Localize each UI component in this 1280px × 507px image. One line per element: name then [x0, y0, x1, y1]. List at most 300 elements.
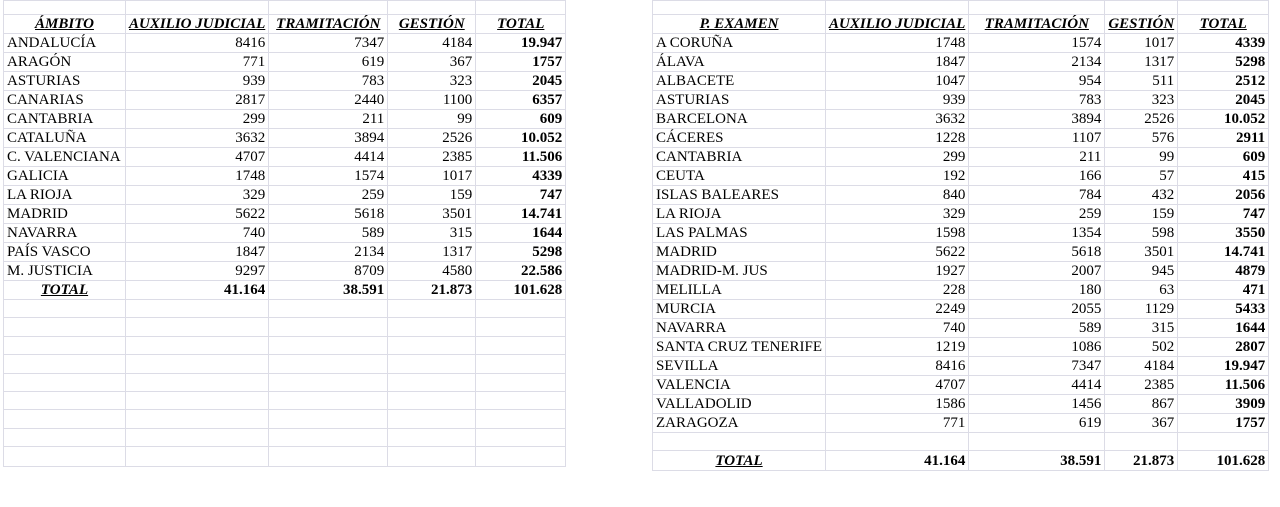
value-cell[interactable]: 1017 [1105, 34, 1178, 53]
total-row [4, 281, 566, 300]
column-header[interactable]: GESTIÓN [388, 15, 476, 34]
value-cell[interactable]: 3501 [1105, 243, 1178, 262]
header-row [653, 15, 1269, 34]
table-row [4, 428, 566, 446]
row-label-cell[interactable]: ISLAS BALEARES [653, 186, 826, 205]
table-row [653, 357, 1269, 376]
value-cell[interactable]: 415 [1178, 167, 1269, 186]
empty-cell[interactable] [269, 1, 388, 15]
column-header[interactable]: TRAMITACIÓN [969, 15, 1105, 34]
table-row [4, 318, 566, 336]
table-p-examen [652, 0, 1269, 471]
table-row [4, 336, 566, 354]
row-label-cell[interactable]: NAVARRA [4, 224, 126, 243]
row-label-cell[interactable]: CANTABRIA [4, 110, 126, 129]
value-cell[interactable]: 2385 [1105, 376, 1178, 395]
value-cell[interactable]: 1456 [969, 395, 1105, 414]
value-cell[interactable]: 747 [476, 186, 566, 205]
total-row [653, 451, 1269, 471]
value-cell[interactable]: 840 [826, 186, 969, 205]
value-cell[interactable]: 740 [126, 224, 269, 243]
empty-cell[interactable] [126, 336, 269, 354]
table-row [653, 34, 1269, 53]
row-label-cell[interactable]: CANTABRIA [653, 148, 826, 167]
total-label[interactable]: TOTAL [653, 451, 826, 471]
row-label-cell[interactable]: VALENCIA [653, 376, 826, 395]
table-row [653, 281, 1269, 300]
value-cell[interactable]: 192 [826, 167, 969, 186]
column-header[interactable]: AUXILIO JUDICIAL [126, 15, 269, 34]
row-label-cell[interactable]: C. VALENCIANA [4, 148, 126, 167]
value-cell[interactable]: 3909 [1178, 395, 1269, 414]
value-cell[interactable]: 2134 [269, 243, 388, 262]
value-cell[interactable]: 7347 [269, 34, 388, 53]
row-label-cell[interactable]: SEVILLA [653, 357, 826, 376]
header-row [4, 15, 566, 34]
value-cell[interactable]: 771 [126, 53, 269, 72]
value-cell[interactable]: 5622 [826, 243, 969, 262]
value-cell[interactable]: 1219 [826, 338, 969, 357]
value-cell[interactable]: 367 [1105, 414, 1178, 433]
value-cell[interactable]: 180 [969, 281, 1105, 300]
empty-cell[interactable] [476, 1, 566, 15]
value-cell[interactable]: 323 [388, 72, 476, 91]
table-row [4, 262, 566, 281]
empty-cell[interactable] [4, 447, 126, 467]
row-label-cell[interactable]: MELILLA [653, 281, 826, 300]
table-row [653, 110, 1269, 129]
empty-cell[interactable] [126, 1, 269, 15]
value-cell[interactable]: 11.506 [1178, 376, 1269, 395]
value-cell[interactable]: 784 [969, 186, 1105, 205]
total-value[interactable]: 41.164 [826, 451, 969, 471]
value-cell[interactable]: 2007 [969, 262, 1105, 281]
value-cell[interactable]: 19.947 [476, 34, 566, 53]
value-cell[interactable]: 589 [969, 319, 1105, 338]
empty-cell[interactable] [388, 373, 476, 391]
empty-cell[interactable] [1178, 433, 1269, 451]
table-row [4, 167, 566, 186]
empty-cell[interactable] [826, 1, 969, 15]
value-cell[interactable]: 2807 [1178, 338, 1269, 357]
value-cell[interactable]: 4184 [388, 34, 476, 53]
table-row [653, 338, 1269, 357]
empty-cell[interactable] [1105, 433, 1178, 451]
empty-cell[interactable] [126, 391, 269, 409]
table-ambito [3, 0, 566, 467]
row-label-cell[interactable]: CATALUÑA [4, 129, 126, 148]
value-cell[interactable]: 1100 [388, 91, 476, 110]
value-cell[interactable]: 315 [388, 224, 476, 243]
value-cell[interactable]: 3894 [269, 129, 388, 148]
row-label-cell[interactable]: LAS PALMAS [653, 224, 826, 243]
value-cell[interactable]: 945 [1105, 262, 1178, 281]
row-label-cell[interactable]: ZARAGOZA [653, 414, 826, 433]
value-cell[interactable]: 1317 [388, 243, 476, 262]
value-cell[interactable]: 7347 [969, 357, 1105, 376]
table-row [4, 34, 566, 53]
value-cell[interactable]: 211 [969, 148, 1105, 167]
empty-cell[interactable] [4, 391, 126, 409]
value-cell[interactable]: 159 [1105, 205, 1178, 224]
table-row [653, 433, 1269, 451]
total-value[interactable]: 38.591 [269, 281, 388, 300]
empty-cell[interactable] [269, 300, 388, 318]
empty-cell[interactable] [4, 318, 126, 336]
empty-cell[interactable] [1105, 1, 1178, 15]
table-row [4, 447, 566, 467]
empty-cell[interactable] [476, 428, 566, 446]
empty-cell[interactable] [476, 336, 566, 354]
total-value[interactable]: 101.628 [1178, 451, 1269, 471]
table-row [653, 91, 1269, 110]
row-label-cell[interactable]: NAVARRA [653, 319, 826, 338]
value-cell[interactable]: 939 [126, 72, 269, 91]
value-cell[interactable]: 14.741 [476, 205, 566, 224]
empty-cell[interactable] [269, 447, 388, 467]
empty-cell[interactable] [653, 1, 826, 15]
value-cell[interactable]: 8416 [126, 34, 269, 53]
table-row [4, 148, 566, 167]
table-row [653, 53, 1269, 72]
value-cell[interactable]: 1574 [269, 167, 388, 186]
total-value[interactable]: 101.628 [476, 281, 566, 300]
empty-cell[interactable] [126, 318, 269, 336]
value-cell[interactable]: 99 [1105, 148, 1178, 167]
value-cell[interactable]: 315 [1105, 319, 1178, 338]
value-cell[interactable]: 4580 [388, 262, 476, 281]
empty-cell[interactable] [476, 410, 566, 428]
table-row [653, 319, 1269, 338]
value-cell[interactable]: 2526 [1105, 110, 1178, 129]
empty-cell[interactable] [969, 433, 1105, 451]
empty-cell[interactable] [476, 373, 566, 391]
empty-cell[interactable] [476, 355, 566, 373]
row-label-cell[interactable]: MURCIA [653, 300, 826, 319]
empty-cell[interactable] [269, 318, 388, 336]
value-cell[interactable]: 783 [969, 91, 1105, 110]
value-cell[interactable]: 2911 [1178, 129, 1269, 148]
table-row [653, 167, 1269, 186]
table-row [653, 262, 1269, 281]
empty-cell[interactable] [388, 336, 476, 354]
value-cell[interactable]: 5433 [1178, 300, 1269, 319]
value-cell[interactable]: 471 [1178, 281, 1269, 300]
row-label-cell[interactable]: M. JUSTICIA [4, 262, 126, 281]
empty-cell[interactable] [388, 1, 476, 15]
value-cell[interactable]: 783 [269, 72, 388, 91]
column-header[interactable]: TRAMITACIÓN [269, 15, 388, 34]
empty-cell[interactable] [476, 391, 566, 409]
value-cell[interactable]: 11.506 [476, 148, 566, 167]
empty-cell[interactable] [476, 300, 566, 318]
value-cell[interactable]: 329 [826, 205, 969, 224]
value-cell[interactable]: 1644 [476, 224, 566, 243]
value-cell[interactable]: 1847 [826, 53, 969, 72]
table-row [653, 148, 1269, 167]
value-cell[interactable]: 1847 [126, 243, 269, 262]
empty-cell[interactable] [269, 355, 388, 373]
empty-cell[interactable] [388, 447, 476, 467]
empty-cell[interactable] [476, 318, 566, 336]
row-label-cell[interactable]: LA RIOJA [653, 205, 826, 224]
value-cell[interactable]: 1757 [476, 53, 566, 72]
empty-cell[interactable] [269, 391, 388, 409]
row-label-cell[interactable]: CANARIAS [4, 91, 126, 110]
value-cell[interactable]: 3632 [126, 129, 269, 148]
value-cell[interactable]: 3632 [826, 110, 969, 129]
table-row [653, 376, 1269, 395]
value-cell[interactable]: 1047 [826, 72, 969, 91]
value-cell[interactable]: 954 [969, 72, 1105, 91]
empty-cell[interactable] [4, 373, 126, 391]
value-cell[interactable]: 3894 [969, 110, 1105, 129]
value-cell[interactable]: 2385 [388, 148, 476, 167]
value-cell[interactable]: 1644 [1178, 319, 1269, 338]
value-cell[interactable]: 2045 [476, 72, 566, 91]
value-cell[interactable]: 159 [388, 186, 476, 205]
table-row [4, 391, 566, 409]
total-label[interactable]: TOTAL [4, 281, 126, 300]
empty-cell[interactable] [269, 410, 388, 428]
row-label-cell[interactable]: ASTURIAS [653, 91, 826, 110]
value-cell[interactable]: 329 [126, 186, 269, 205]
value-cell[interactable]: 2249 [826, 300, 969, 319]
value-cell[interactable]: 609 [476, 110, 566, 129]
empty-cell[interactable] [126, 300, 269, 318]
value-cell[interactable]: 1354 [969, 224, 1105, 243]
row-label-cell[interactable]: BARCELONA [653, 110, 826, 129]
row-label-cell[interactable]: A CORUÑA [653, 34, 826, 53]
value-cell[interactable]: 6357 [476, 91, 566, 110]
value-cell[interactable]: 3501 [388, 205, 476, 224]
value-cell[interactable]: 228 [826, 281, 969, 300]
value-cell[interactable]: 1228 [826, 129, 969, 148]
empty-cell[interactable] [388, 300, 476, 318]
value-cell[interactable]: 299 [826, 148, 969, 167]
table-row [4, 205, 566, 224]
empty-cell[interactable] [388, 391, 476, 409]
column-header[interactable]: ÁMBITO [4, 15, 126, 34]
value-cell[interactable]: 2526 [388, 129, 476, 148]
value-cell[interactable]: 63 [1105, 281, 1178, 300]
value-cell[interactable]: 502 [1105, 338, 1178, 357]
row-label-cell[interactable]: VALLADOLID [653, 395, 826, 414]
value-cell[interactable]: 8416 [826, 357, 969, 376]
row-label-cell[interactable]: ARAGÓN [4, 53, 126, 72]
table-row [653, 186, 1269, 205]
table-row [4, 91, 566, 110]
value-cell[interactable]: 5618 [269, 205, 388, 224]
table-row [653, 72, 1269, 91]
value-cell[interactable]: 1317 [1105, 53, 1178, 72]
table-row [4, 373, 566, 391]
value-cell[interactable]: 4339 [476, 167, 566, 186]
value-cell[interactable]: 1757 [1178, 414, 1269, 433]
empty-cell[interactable] [126, 373, 269, 391]
value-cell[interactable]: 99 [388, 110, 476, 129]
empty-cell[interactable] [388, 355, 476, 373]
row-label-cell[interactable]: LA RIOJA [4, 186, 126, 205]
value-cell[interactable]: 1598 [826, 224, 969, 243]
value-cell[interactable]: 19.947 [1178, 357, 1269, 376]
value-cell[interactable]: 2440 [269, 91, 388, 110]
value-cell[interactable]: 4707 [126, 148, 269, 167]
column-header[interactable]: TOTAL [476, 15, 566, 34]
value-cell[interactable]: 598 [1105, 224, 1178, 243]
total-value[interactable]: 41.164 [126, 281, 269, 300]
value-cell[interactable]: 1748 [826, 34, 969, 53]
value-cell[interactable]: 10.052 [476, 129, 566, 148]
empty-cell[interactable] [269, 428, 388, 446]
value-cell[interactable]: 8709 [269, 262, 388, 281]
table-row [4, 53, 566, 72]
value-cell[interactable]: 5622 [126, 205, 269, 224]
value-cell[interactable]: 4184 [1105, 357, 1178, 376]
empty-cell[interactable] [126, 428, 269, 446]
empty-cell[interactable] [126, 410, 269, 428]
value-cell[interactable]: 432 [1105, 186, 1178, 205]
total-value[interactable]: 21.873 [1105, 451, 1178, 471]
value-cell[interactable]: 5618 [969, 243, 1105, 262]
empty-cell[interactable] [388, 318, 476, 336]
empty-cell[interactable] [388, 428, 476, 446]
table-row [4, 110, 566, 129]
row-label-cell[interactable]: CÁCERES [653, 129, 826, 148]
value-cell[interactable]: 589 [269, 224, 388, 243]
empty-cell[interactable] [4, 355, 126, 373]
value-cell[interactable]: 299 [126, 110, 269, 129]
value-cell[interactable]: 4414 [269, 148, 388, 167]
empty-cell[interactable] [653, 433, 826, 451]
value-cell[interactable]: 1086 [969, 338, 1105, 357]
empty-cell[interactable] [126, 447, 269, 467]
row-label-cell[interactable]: SANTA CRUZ TENERIFE [653, 338, 826, 357]
value-cell[interactable]: 5298 [476, 243, 566, 262]
empty-cell[interactable] [826, 433, 969, 451]
empty-cell[interactable] [4, 428, 126, 446]
value-cell[interactable]: 22.586 [476, 262, 566, 281]
table-row [4, 72, 566, 91]
value-cell[interactable]: 1107 [969, 129, 1105, 148]
row-label-cell[interactable]: ASTURIAS [4, 72, 126, 91]
empty-cell[interactable] [126, 355, 269, 373]
table-row [4, 129, 566, 148]
value-cell[interactable]: 1574 [969, 34, 1105, 53]
value-cell[interactable]: 10.052 [1178, 110, 1269, 129]
total-value[interactable]: 21.873 [388, 281, 476, 300]
value-cell[interactable]: 2045 [1178, 91, 1269, 110]
empty-cell[interactable] [4, 336, 126, 354]
table-row [653, 205, 1269, 224]
row-label-cell[interactable]: ÁLAVA [653, 53, 826, 72]
row-label-cell[interactable]: ALBACETE [653, 72, 826, 91]
table-row [4, 355, 566, 373]
empty-cell[interactable] [269, 373, 388, 391]
row-label-cell[interactable]: PAÍS VASCO [4, 243, 126, 262]
value-cell[interactable]: 1017 [388, 167, 476, 186]
row-label-cell[interactable]: MADRID [4, 205, 126, 224]
value-cell[interactable]: 4879 [1178, 262, 1269, 281]
table-row [653, 1, 1269, 15]
row-label-cell[interactable]: MADRID-M. JUS [653, 262, 826, 281]
value-cell[interactable]: 771 [826, 414, 969, 433]
table-row [653, 395, 1269, 414]
table-row [653, 129, 1269, 148]
table-row [4, 410, 566, 428]
empty-cell[interactable] [969, 1, 1105, 15]
value-cell[interactable]: 4707 [826, 376, 969, 395]
empty-cell[interactable] [476, 447, 566, 467]
empty-cell[interactable] [4, 410, 126, 428]
value-cell[interactable]: 740 [826, 319, 969, 338]
value-cell[interactable]: 14.741 [1178, 243, 1269, 262]
table-row [653, 243, 1269, 262]
value-cell[interactable]: 9297 [126, 262, 269, 281]
value-cell[interactable]: 166 [969, 167, 1105, 186]
value-cell[interactable]: 2134 [969, 53, 1105, 72]
value-cell[interactable]: 619 [269, 53, 388, 72]
value-cell[interactable]: 323 [1105, 91, 1178, 110]
value-cell[interactable]: 367 [388, 53, 476, 72]
table-row [653, 414, 1269, 433]
empty-cell[interactable] [388, 410, 476, 428]
value-cell[interactable]: 4339 [1178, 34, 1269, 53]
value-cell[interactable]: 511 [1105, 72, 1178, 91]
row-label-cell[interactable]: GALICIA [4, 167, 126, 186]
value-cell[interactable]: 2512 [1178, 72, 1269, 91]
column-header[interactable]: TOTAL [1178, 15, 1269, 34]
value-cell[interactable]: 259 [269, 186, 388, 205]
row-label-cell[interactable]: MADRID [653, 243, 826, 262]
table-row [653, 300, 1269, 319]
value-cell[interactable]: 609 [1178, 148, 1269, 167]
empty-cell[interactable] [4, 300, 126, 318]
value-cell[interactable]: 5298 [1178, 53, 1269, 72]
value-cell[interactable]: 747 [1178, 205, 1269, 224]
value-cell[interactable]: 1927 [826, 262, 969, 281]
table-row [4, 224, 566, 243]
table-row [4, 243, 566, 262]
value-cell[interactable]: 259 [969, 205, 1105, 224]
row-label-cell[interactable]: ANDALUCÍA [4, 34, 126, 53]
empty-cell[interactable] [269, 336, 388, 354]
value-cell[interactable]: 3550 [1178, 224, 1269, 243]
empty-cell[interactable] [4, 1, 126, 15]
value-cell[interactable]: 1129 [1105, 300, 1178, 319]
value-cell[interactable]: 57 [1105, 167, 1178, 186]
value-cell[interactable]: 939 [826, 91, 969, 110]
value-cell[interactable]: 576 [1105, 129, 1178, 148]
value-cell[interactable]: 619 [969, 414, 1105, 433]
row-label-cell[interactable]: CEUTA [653, 167, 826, 186]
value-cell[interactable]: 2056 [1178, 186, 1269, 205]
column-header[interactable]: AUXILIO JUDICIAL [826, 15, 969, 34]
column-header[interactable]: P. EXAMEN [653, 15, 826, 34]
value-cell[interactable]: 1586 [826, 395, 969, 414]
value-cell[interactable]: 2817 [126, 91, 269, 110]
value-cell[interactable]: 4414 [969, 376, 1105, 395]
value-cell[interactable]: 867 [1105, 395, 1178, 414]
value-cell[interactable]: 2055 [969, 300, 1105, 319]
table-row [4, 300, 566, 318]
total-value[interactable]: 38.591 [969, 451, 1105, 471]
value-cell[interactable]: 1748 [126, 167, 269, 186]
column-header[interactable]: GESTIÓN [1105, 15, 1178, 34]
table-row [4, 186, 566, 205]
value-cell[interactable]: 211 [269, 110, 388, 129]
empty-cell[interactable] [1178, 1, 1269, 15]
